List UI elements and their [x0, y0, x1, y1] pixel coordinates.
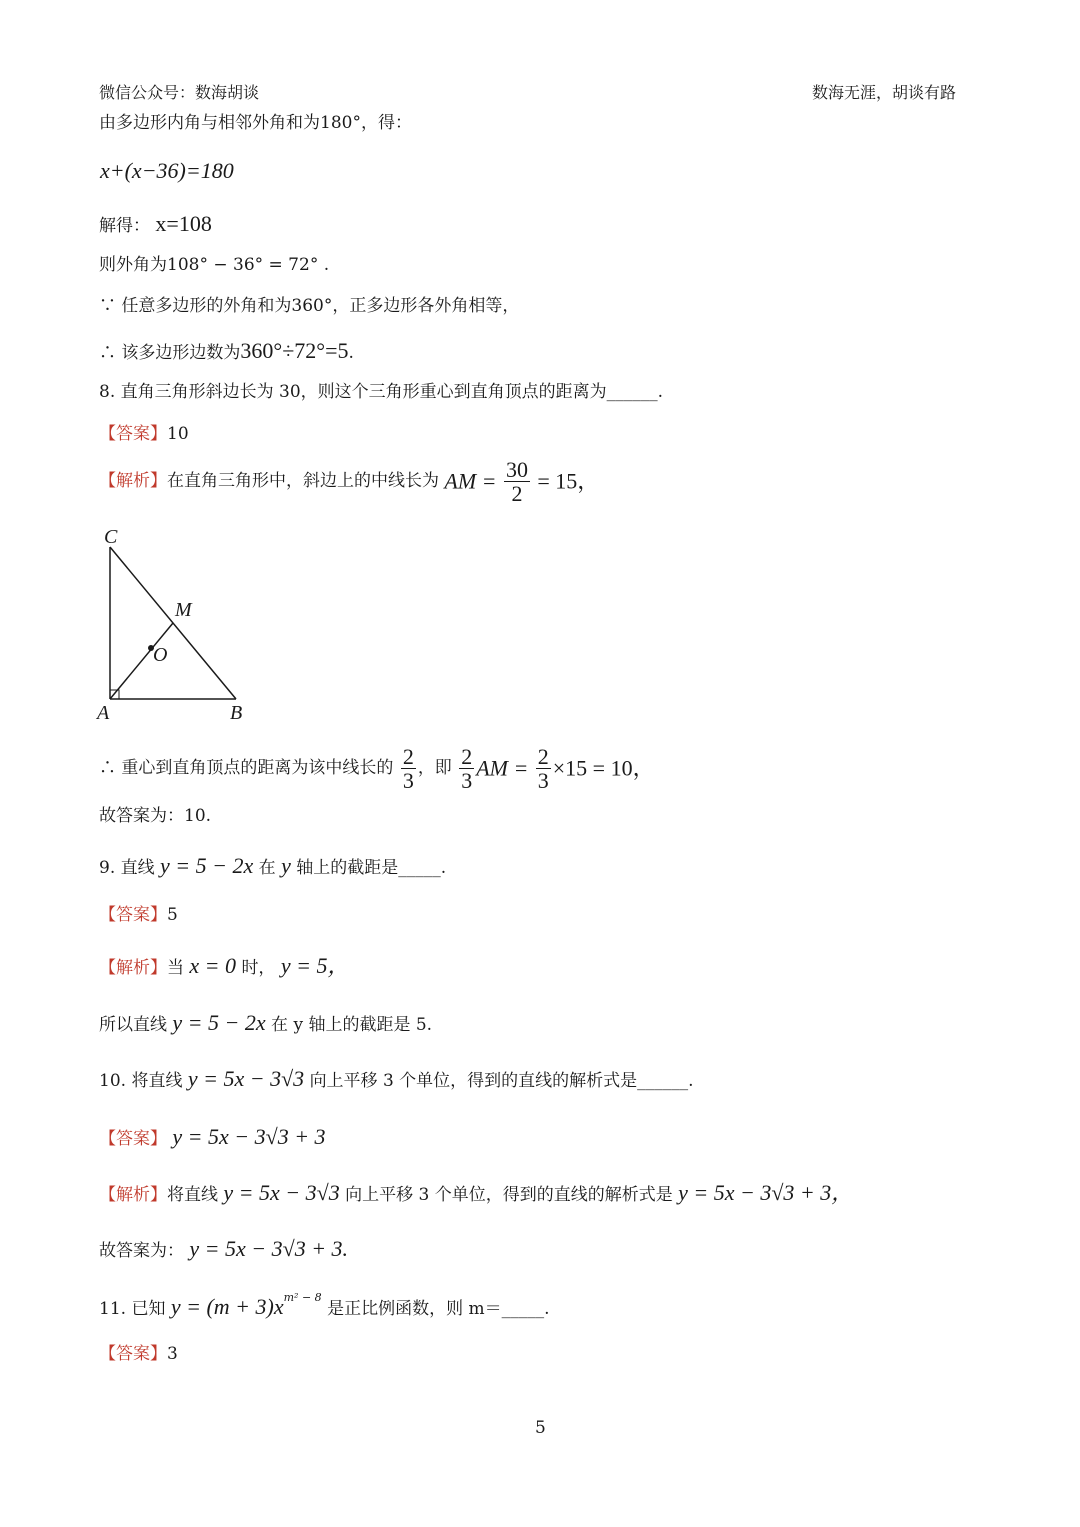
q8-frac-2-3-c: [536, 745, 551, 792]
q10-final-equation: y = 5x − 3√3 + 3.: [189, 1236, 349, 1261]
q11-answer-value: 3: [167, 1344, 178, 1364]
sol7-solve-value: x=108: [155, 211, 212, 236]
q9-final-suffix: 在 y 轴上的截距是 5.: [271, 1015, 433, 1035]
sol7-line6-end: .: [348, 343, 354, 363]
sol7-line3: [99, 213, 212, 235]
q9-answer: [99, 907, 178, 924]
q10-prefix: 10. 将直线: [99, 1071, 183, 1091]
label-m: M: [175, 599, 192, 621]
q8-final: 故答案为：10.: [99, 806, 212, 826]
sol7-line6-math: 360°÷72°=5: [240, 338, 349, 363]
q8-conclusion: [99, 745, 655, 792]
q9-analysis-y: y = 5，: [280, 953, 350, 978]
q9-analysis-then: 时，: [241, 958, 276, 978]
q10-question: [99, 1068, 694, 1090]
frac-den: 3: [537, 768, 549, 794]
q10-answer-tag: 【答案】: [99, 1129, 167, 1149]
sol7-equation: [100, 158, 234, 184]
frac-num: 2: [537, 744, 549, 769]
q8-conclusion-am: AM =: [476, 755, 529, 781]
sol7-line6-text: ∴ 该多边形边数为: [99, 343, 241, 363]
q8-conclusion-ie: ，即: [417, 758, 452, 779]
frac-num: 2: [402, 744, 414, 769]
q10-analysis-tag: 【解析】: [99, 1185, 167, 1205]
q11-prefix: 11. 已知: [99, 1299, 166, 1319]
q10-final-prefix: 故答案为：: [99, 1241, 184, 1261]
q10-answer: [99, 1126, 326, 1148]
label-a: A: [97, 702, 110, 724]
q8-answer-tag: 【答案】: [99, 424, 167, 444]
q11-question: [99, 1291, 550, 1319]
q9-final-prefix: 所以直线: [99, 1015, 167, 1035]
q9-analysis-tag: 【解析】: [99, 958, 167, 978]
q9-mid: 在: [258, 858, 276, 878]
sol7-line1: 由多边形内角与相邻外角和为180°，得：: [99, 113, 412, 133]
q10-analysis-mid: 向上平移 3 个单位，得到的直线的解析式是: [345, 1185, 673, 1205]
q9-answer-tag: 【答案】: [99, 905, 167, 925]
q10-equation: y = 5x − 3√3: [187, 1066, 305, 1091]
q9-analysis-x: x = 0: [189, 953, 237, 978]
q9-y: y: [281, 853, 291, 878]
q11-equation: y = (m + 3)x: [170, 1294, 284, 1319]
q9-final: [99, 1012, 432, 1034]
label-b: B: [230, 702, 243, 724]
q8-question: 8. 直角三角形斜边长为 30，则这个三角形重心到直角顶点的距离为______.: [99, 382, 664, 402]
sol7-line6: [99, 340, 354, 362]
q9-answer-value: 5: [167, 905, 178, 925]
frac-num: 2: [461, 744, 473, 769]
frac-den: 3: [402, 768, 414, 794]
sol7-line5: ∵ 任意多边形的外角和为360°，正多边形各外角相等，: [99, 296, 520, 316]
triangle-diagram: [95, 522, 255, 727]
q8-frac-num: 30: [505, 457, 528, 482]
q10-final: [99, 1238, 348, 1260]
q11-answer: [99, 1346, 178, 1363]
q11-answer-tag: 【答案】: [99, 1344, 167, 1364]
q9-final-equation: y = 5 − 2x: [172, 1010, 266, 1035]
q9-analysis-when: 当: [167, 958, 184, 978]
q10-analysis-result: y = 5x − 3√3 + 3，: [678, 1180, 854, 1205]
q8-fraction: [504, 458, 530, 505]
header-right: 数海无涯，胡谈有路: [811, 83, 956, 102]
q8-frac-2-3-b: [459, 745, 474, 792]
q10-analysis: [99, 1182, 853, 1204]
q8-am: AM =: [444, 468, 497, 494]
q8-analysis: [99, 458, 599, 505]
q10-analysis-equation: y = 5x − 3√3: [223, 1180, 340, 1205]
q11-suffix: 是正比例函数，则 m＝_____.: [327, 1299, 550, 1319]
sol7-eq-text: x+(x−36)=180: [100, 158, 234, 183]
q9-question: [99, 855, 446, 877]
q8-conclusion-result: ×15 = 10，: [552, 755, 655, 781]
page-number: 5: [535, 1418, 546, 1438]
q8-conclusion-text: ∴ 重心到直角顶点的距离为该中线长的: [99, 758, 394, 779]
q8-answer-value: 10: [167, 424, 189, 444]
q9-prefix: 9. 直线: [99, 858, 155, 878]
sol7-solve-label: 解得：: [99, 216, 150, 236]
q8-frac-den: 2: [511, 481, 523, 507]
q9-analysis: [99, 955, 349, 977]
q8-answer: [99, 426, 189, 443]
q10-answer-value: y = 5x − 3√3 + 3: [172, 1124, 326, 1149]
label-c: C: [104, 526, 118, 548]
q8-analysis-tag: 【解析】: [99, 471, 167, 492]
frac-den: 3: [461, 768, 473, 794]
q8-analysis-text: 在直角三角形中，斜边上的中线长为: [167, 471, 439, 492]
label-o: O: [153, 644, 168, 666]
q10-analysis-prefix: 将直线: [167, 1185, 218, 1205]
sol7-line4: 则外角为108° − 36° = 72° .: [99, 255, 330, 275]
q8-after-frac: = 15，: [537, 468, 600, 494]
q11-exponent: m² − 8: [283, 1291, 322, 1305]
q9-suffix: 轴上的截距是_____.: [296, 858, 447, 878]
header-left: 微信公众号：数海胡谈: [99, 83, 260, 102]
q8-frac-2-3-a: [401, 745, 416, 792]
q9-equation: y = 5 − 2x: [160, 853, 254, 878]
q10-suffix: 向上平移 3 个单位，得到的直线的解析式是______.: [309, 1071, 694, 1091]
